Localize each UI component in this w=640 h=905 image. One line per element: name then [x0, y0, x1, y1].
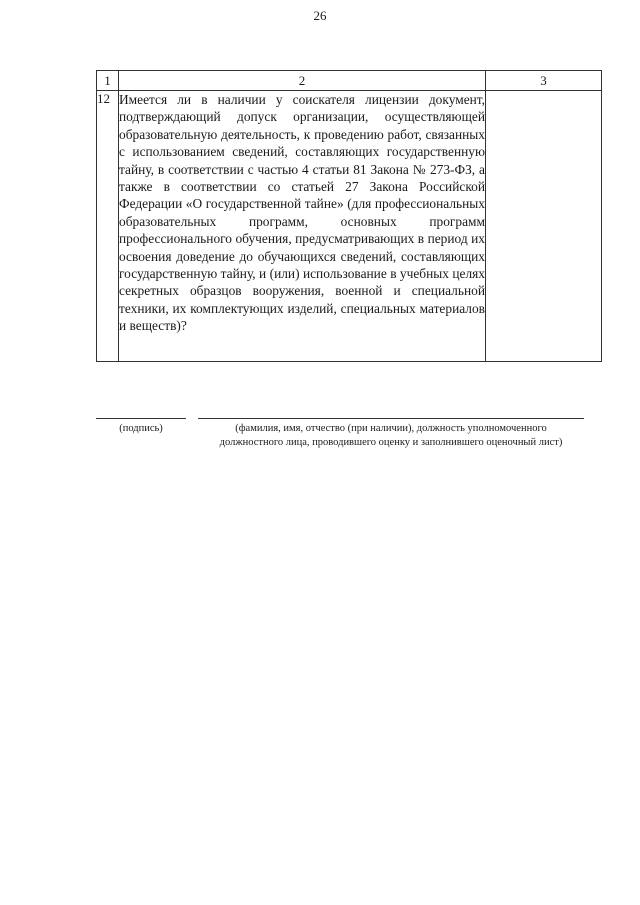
column-header-1: 1	[97, 71, 119, 91]
table-row	[97, 91, 602, 362]
column-header-2: 2	[119, 71, 486, 91]
page-number: 26	[313, 8, 327, 23]
table-header-row	[97, 71, 602, 91]
signature-caption: (подпись)	[119, 423, 163, 434]
row-question: Имеется ли в наличии у соискателя лицензии документ, подтверждающий допуск организации, осуществляющей образовательную деятельность, к проведению работ, связанных с использованием сведений, составляющих государственную тайну, в соответствии с частью 4 статьи 81 Закона № 273-ФЗ, а также в соответствии со статьей 27 Закона Российской Федерации «О государственной тайне» (для профессиональных образовательных программ, основных программ профессионального обучения, предусматривающих в период их освоения доведение до обучающихся сведений, составляющих государственную тайну, и (или) использование в учебных целях секретных образцов вооружения, военной и специальной техники, их комплектующих изделий, специальных материалов и веществ)?	[119, 91, 486, 362]
checklist-table	[96, 70, 602, 362]
row-answer-cell[interactable]	[486, 91, 602, 362]
signature-line	[96, 418, 186, 419]
name-line	[198, 418, 584, 419]
name-caption: (фамилия, имя, отчество (при наличии), должность уполномоченного должностного лица, проводившего оценку и заполнившего оценочный лист)	[219, 423, 563, 448]
column-header-3: 3	[486, 71, 602, 91]
row-number: 12	[97, 91, 119, 362]
